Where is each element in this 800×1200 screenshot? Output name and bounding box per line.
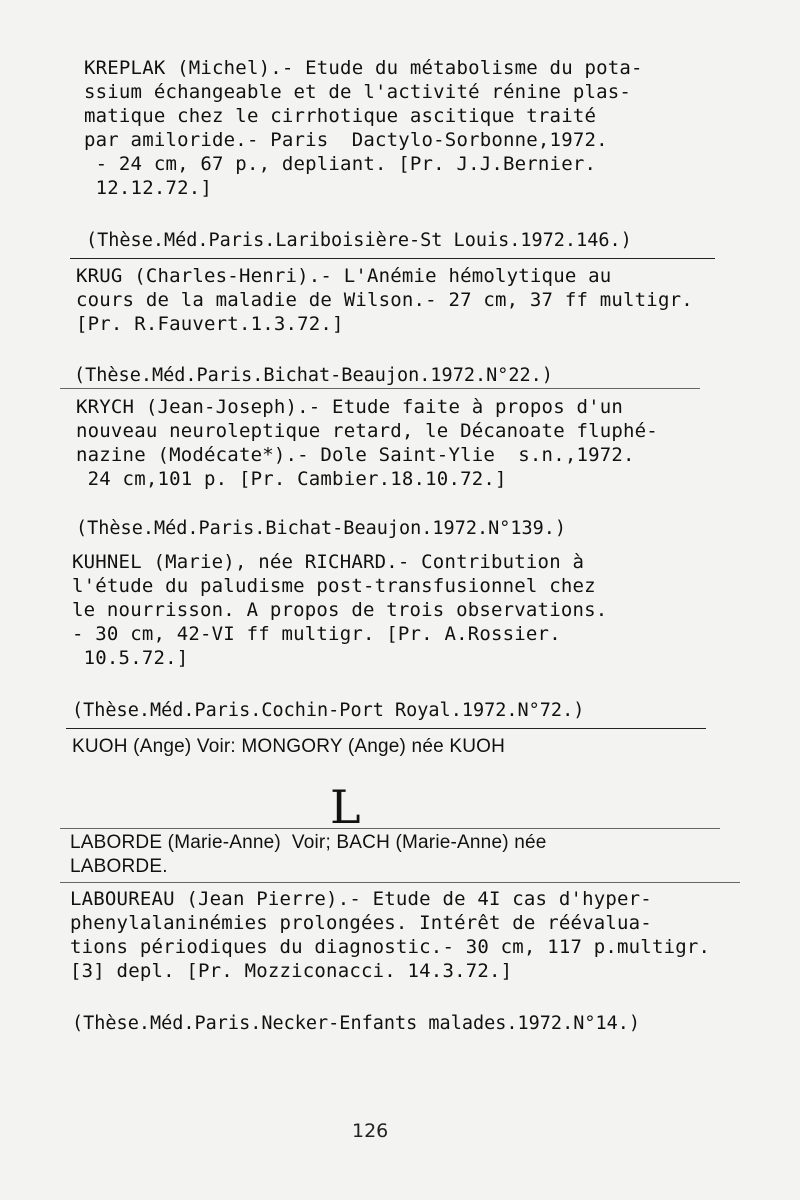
entry-line: [3] depl. [Pr. Mozziconacci. 14.3.72.] — [70, 960, 513, 982]
entry-line: le nourrisson. A propos de trois observations. — [72, 599, 608, 621]
divider-rule — [60, 828, 720, 829]
entry-line: cours de la maladie de Wilson.- 27 cm, 37 ff multigr. — [76, 289, 693, 311]
entry-line: tions périodiques du diagnostic.- 30 cm, 117 p.multigr. — [70, 936, 711, 958]
entry-line: phenylalaninémies prolongées. Intérêt de réévalua- — [70, 912, 652, 934]
entry-kuoh: KUOH (Ange) Voir: MONGORY (Ange) née KUOH — [72, 736, 506, 757]
entry-source: (Thèse.Méd.Paris.Bichat-Beaujon.1972.N°22.) — [74, 365, 553, 386]
entry-line: - 30 cm, 42-VI ff multigr. [Pr. A.Rossier. — [72, 623, 561, 645]
entry-source: (Thèse.Méd.Paris.Bichat-Beaujon.1972.N°139.) — [76, 518, 567, 539]
entry-line: KREPLAK (Michel).- Etude du métabolisme du pota- — [84, 57, 643, 79]
entry-line: KRUG (Charles-Henri).- L'Anémie hémolytique au — [76, 265, 612, 287]
entry-line: [Pr. R.Fauvert.1.3.72.] — [76, 313, 344, 335]
entry-line: LABORDE. — [70, 856, 168, 877]
section-letter: L — [330, 780, 361, 834]
entry-line: - 24 cm, 67 p., depliant. [Pr. J.J.Bernier. — [84, 153, 597, 175]
entry-line: ssium échangeable et de l'activité rénine plas- — [84, 81, 632, 103]
entry-line: 12.12.72.] — [84, 177, 213, 199]
entry-source: (Thèse.Méd.Paris.Necker-Enfants malades.1972.N°14.) — [72, 1013, 641, 1034]
entry-line: nouveau neuroleptique retard, le Décanoate fluphé- — [76, 420, 658, 442]
entry-source: (Thèse.Méd.Paris.Lariboisière-St Louis.1972.146.) — [86, 230, 632, 251]
entry-line: 24 cm,101 p. [Pr. Cambier.18.10.72.] — [76, 468, 507, 490]
entry-line: 10.5.72.] — [72, 647, 189, 669]
entry-line: LABOUREAU (Jean Pierre).- Etude de 4I cas d'hyper- — [70, 888, 652, 910]
page-number: 126 — [352, 1120, 389, 1142]
entry-line: matique chez le cirrhotique ascitique traité — [84, 105, 597, 127]
entry-line: KRYCH (Jean-Joseph).- Etude faite à propos d'un — [76, 396, 624, 418]
entry-line: par amiloride.- Paris Dactylo-Sorbonne,1972. — [84, 129, 608, 151]
divider-rule — [66, 728, 706, 729]
divider-rule — [70, 258, 715, 259]
entry-line: LABORDE (Marie-Anne) Voir; BACH (Marie-Anne) née — [70, 832, 547, 853]
entry-line: nazine (Modécate*).- Dole Saint-Ylie s.n.,1972. — [76, 444, 635, 466]
divider-rule — [60, 882, 740, 883]
entry-line: KUHNEL (Marie), née RICHARD.- Contribution à — [72, 551, 585, 573]
entry-source: (Thèse.Méd.Paris.Cochin-Port Royal.1972.N°72.) — [72, 700, 585, 721]
entry-line: l'étude du paludisme post-transfusionnel chez — [72, 575, 596, 597]
divider-rule — [60, 388, 700, 389]
